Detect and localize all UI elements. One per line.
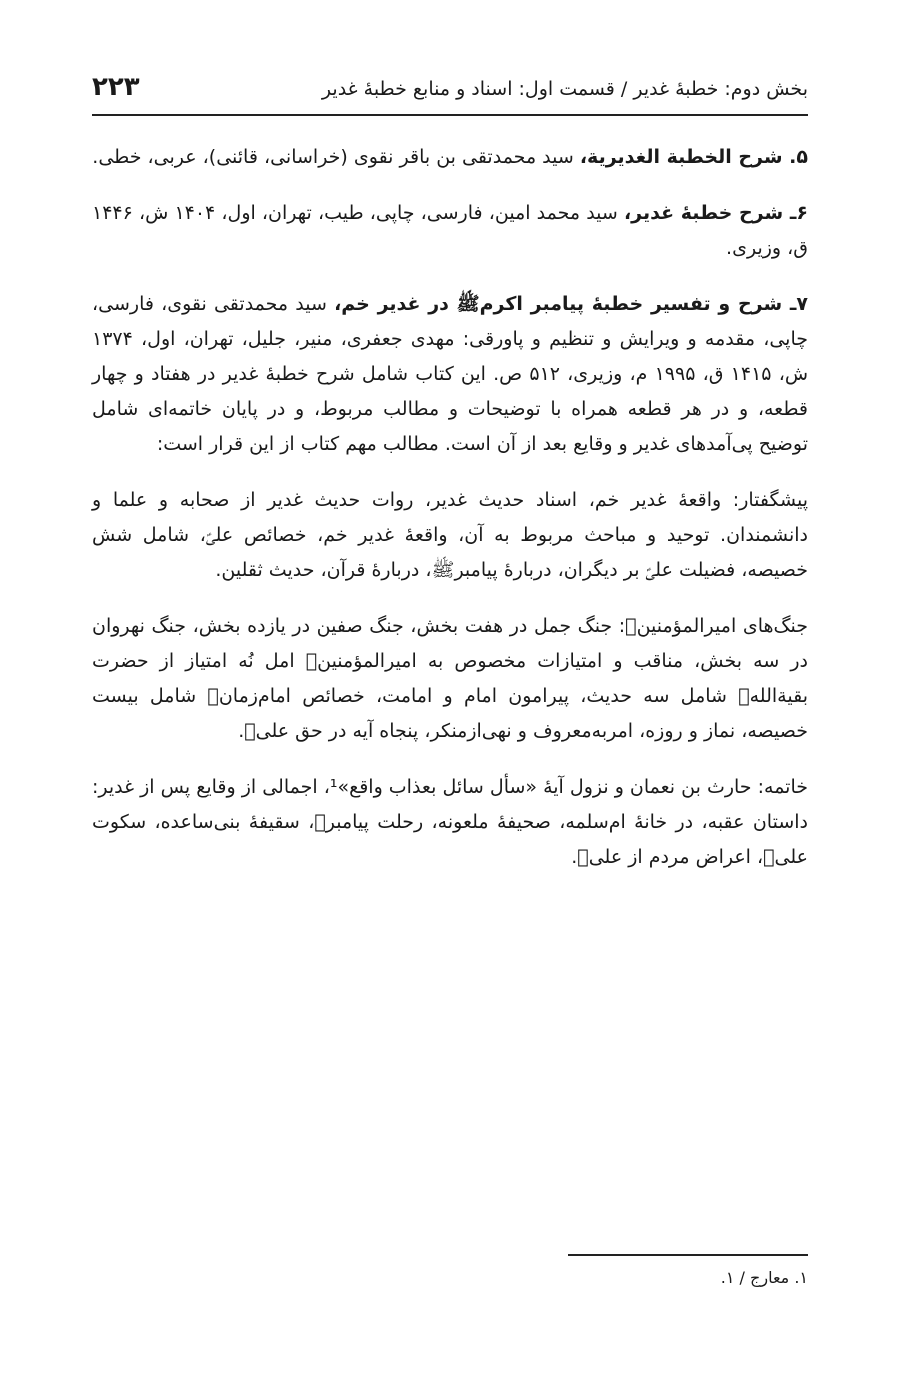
entry-6-text: سید محمد امین، فارسی، چاپی، طیب، تهران، اول، ۱۴۰۴ ش، ۱۴۴۶ ق، وزیری. (92, 202, 808, 259)
entry-5-title: ۵. شرح الخطبة الغديرية، (579, 146, 808, 168)
running-header (92, 70, 808, 116)
entry-7-title: ۷ـ شرح و تفسیر خطبهٔ پیامبر اکرمﷺ در غدیر خم، (334, 293, 809, 315)
entry-5 (92, 140, 808, 175)
header-title: بخش دوم: خطبهٔ غدیر / قسمت اول: اسناد و منابع خطبهٔ غدیر (321, 78, 808, 100)
paragraph-conclusion: خاتمه: حارث بن نعمان و نزول آیهٔ «سأل سائل بعذاب واقع»¹، اجمالی از وقایع پس از غدیر: داستان عقبه، در خانهٔ ام‌سلمه، صحیفهٔ ملعونه، رحلت پیامبرﷺ، سقیفهٔ بنی‌ساعده، سکوت علیؑ، اعراض مردم از علیؑ. (92, 776, 809, 868)
footnote: ۱. معارج / ۱. (720, 1268, 808, 1287)
entry-5-text: سید محمدتقی بن باقر نقوی (خراسانی، قائنی)، عربی، خطی. (92, 146, 580, 168)
entry-6-title: ۶ـ شرح خطبهٔ غدیر، (623, 202, 808, 224)
paragraph-wars: جنگ‌های امیرالمؤمنینؑ: جنگ جمل در هفت بخش، جنگ صفین در یازده بخش، جنگ نهروان در سه بخش، مناقب و امتیازات مخصوص به امیرالمؤمنینؑ امل نُه امتیاز از حضرت بقیةاللهؑ شامل سه حدیث، پیرامون امام و امامت، خصائص امام‌زمانؑ شامل بیست خصیصه، نماز و روزه، امربه‌معروف و نهی‌ازمنکر، پنجاه آیه در حق علیؑ. (92, 615, 808, 742)
entry-7 (92, 287, 808, 462)
entry-6 (92, 196, 808, 266)
footnote-divider (568, 1254, 808, 1256)
page-number: ۲۲۳ (92, 72, 140, 102)
entry-7-text: سید محمدتقی نقوی، فارسی، چاپی، مقدمه و ویرایش و تنظیم و پاورقی: مهدی جعفری، منیر، جلیل، تهران، اول، ۱۳۷۴ ش، ۱۴۱۵ ق، ۱۹۹۵ م، وزیری، ۵۱۲ ص. این کتاب شامل شرح خطبهٔ غدیر در هفتاد و چهار قطعه، و در هر قطعه همراه با توضیحات و مطالب مربوط، و در پایان خاتمه‌ای شامل توضیح پی‌آمدهای غدیر و وقایع بعد از آن است. مطالب مهم کتاب از این قرار است: (92, 293, 809, 455)
page-body (92, 140, 808, 896)
paragraph-preface: پیشگفتار: واقعهٔ غدیر خم، اسناد حدیث غدیر، روات حدیث غدیر از صحابه و علما و دانشمندان. توحید و مباحث مربوط به آن، واقعهٔ غدیر خم، خصائص علیؑ، شامل شش خصیصه، فضیلت علیؑ بر دیگران، دربارهٔ پیامبرﷺ، دربارهٔ قرآن، حدیث ثقلین. (92, 489, 808, 581)
book-page (92, 0, 808, 1390)
